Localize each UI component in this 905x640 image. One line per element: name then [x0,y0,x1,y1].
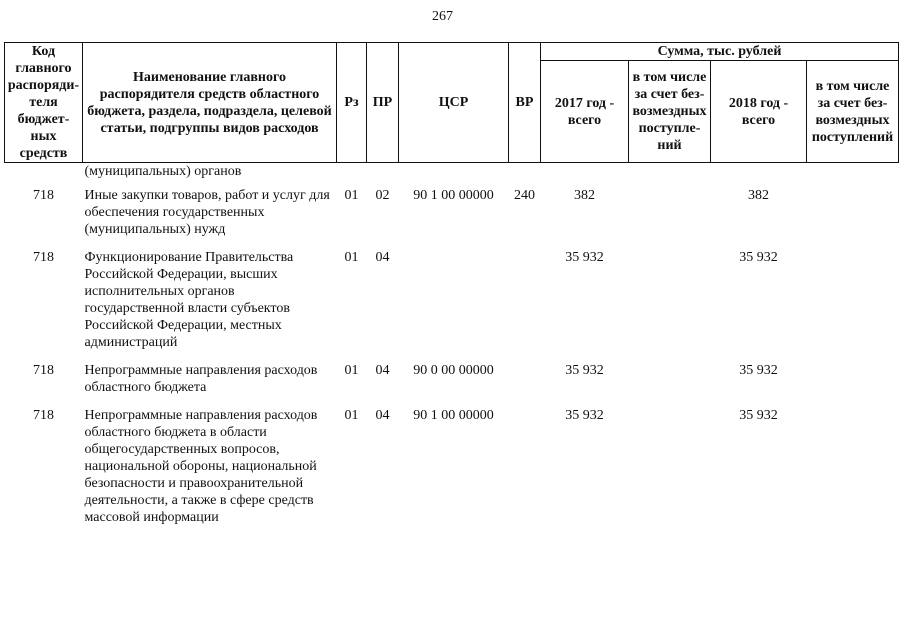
cell-pr: 04 [375,408,390,423]
cell-total-2018: 35 932 [739,408,778,423]
cell-name: Иные закупки товаров, работ и услуг для обеспечения государственных (муниципальных) нужд [84,188,330,237]
page-number: 267 [432,9,453,24]
cell-csr [399,246,509,359]
header-total-2018: 2018 год - всего [711,61,807,163]
cell-pr: 04 [375,363,390,378]
cell-name: Непрограммные направления расходов областного бюджета [84,363,318,395]
continuation-row [5,163,899,185]
continuation-text: (муниципальных) органов [84,164,242,179]
cell-incl-2018 [807,184,899,246]
cell-total-2017: 35 932 [565,250,604,265]
table-body [5,163,899,535]
header-incl-2018: в том числе за счет безвозмездных поступлений [807,61,899,163]
cell-vr [509,359,541,404]
cell-pr: 02 [375,188,390,203]
header-csr: ЦСР [399,43,509,163]
cell-vr [509,246,541,359]
cell-total-2017: 35 932 [565,408,604,423]
header-code: Код главного распорядителя бюджетных средств [5,43,83,163]
cell-total-2017: 35 932 [565,363,604,378]
cell-incl-2018 [807,359,899,404]
cell-incl-2018 [807,246,899,359]
header-name: Наименование главного распорядителя средств областного бюджета, раздела, подраздела, целевой статьи, подгруппы видов расходов [83,43,337,163]
table-row [5,184,899,246]
cell-pr: 04 [375,250,390,265]
cell-csr: 90 1 00 00000 [413,408,494,423]
header-total-2017: 2017 год - всего [541,61,629,163]
header-incl-2017: в том числе за счет безвозмездных поступлений [629,61,711,163]
header-rz: Рз [337,43,367,163]
cell-rz: 01 [344,408,359,423]
cell-csr: 90 1 00 00000 [413,188,494,203]
cell-total-2017: 382 [574,188,595,203]
header-amount-group: Сумма, тыс. рублей [541,43,899,61]
cell-total-2018: 382 [748,188,769,203]
header-vr: ВР [509,43,541,163]
cell-code: 718 [33,250,54,265]
cell-vr [509,404,541,534]
cell-vr: 240 [514,188,535,203]
cell-total-2018: 35 932 [739,250,778,265]
cell-code: 718 [33,408,54,423]
cell-rz: 01 [344,363,359,378]
table-header [5,43,899,163]
cell-incl-2017 [629,246,711,359]
cell-incl-2018 [807,404,899,534]
table-row [5,404,899,534]
cell-name: Функционирование Правительства Российской Федерации, высших исполнительных органов государственной власти субъектов Российской Федерации, местных администраций [84,250,294,350]
cell-rz: 01 [344,250,359,265]
cell-code: 718 [33,363,54,378]
cell-csr: 90 0 00 00000 [413,363,494,378]
cell-incl-2017 [629,359,711,404]
cell-name: Непрограммные направления расходов областного бюджета в области общегосударственных вопросов, национальной обороны, национальной безопасности и правоохранительной деятельности, а также в сфере средств массовой информации [84,408,318,525]
header-pr: ПР [367,43,399,163]
cell-total-2018: 35 932 [739,363,778,378]
cell-rz: 01 [344,188,359,203]
table-row [5,359,899,404]
cell-incl-2017 [629,404,711,534]
budget-table [4,42,899,534]
cell-code: 718 [33,188,54,203]
table-row [5,246,899,359]
cell-incl-2017 [629,184,711,246]
